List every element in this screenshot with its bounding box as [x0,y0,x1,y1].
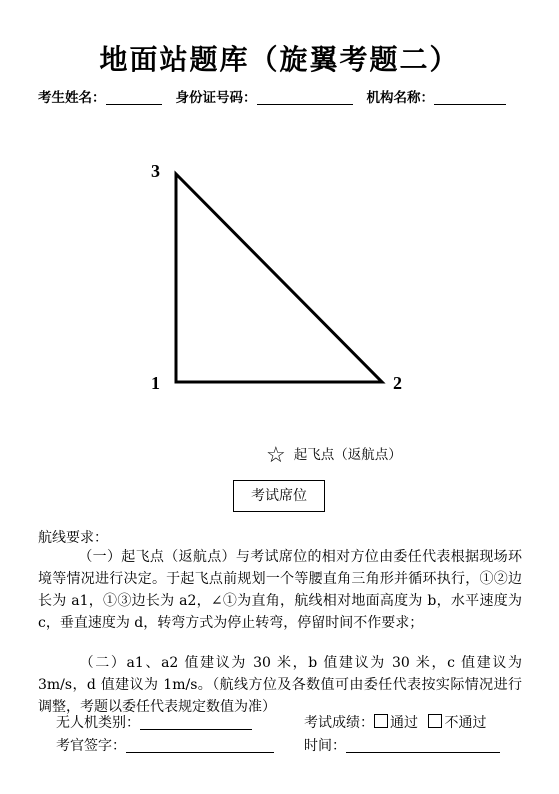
score-row [304,712,486,732]
id-label: 身份证号码： [175,90,257,106]
start-point-label: 起飞点（返航点） [293,447,402,463]
id-field[interactable] [257,90,353,105]
requirement-paragraph-1 [38,546,522,634]
fail-label: 不通过 [444,715,487,731]
time-label: 时间： [304,738,346,754]
name-label: 考生姓名： [38,90,106,106]
star-outline-icon: ☆ [266,443,286,468]
org-field[interactable] [434,90,506,105]
triangle-route [176,174,382,382]
page-title: 地面站题库（旋翼考题二） [99,43,460,76]
examiner-row [56,735,274,755]
candidate-info-row [38,86,528,106]
requirements-heading: 航线要求： [38,530,108,546]
start-point-legend [266,443,402,468]
org-label: 机构名称： [366,90,434,106]
pass-label: 通过 [390,715,418,731]
requirement-paragraph-2 [38,652,522,718]
vertex-3-label: 3 [151,161,160,181]
exam-seat-box: 考试席位 [233,480,325,512]
name-field[interactable] [106,90,162,105]
vertex-1-label: 1 [151,373,160,393]
time-field[interactable] [346,738,500,753]
examiner-label: 考官签字： [56,738,126,754]
uav-type-row [56,712,252,732]
pass-checkbox[interactable] [374,714,388,728]
requirement-1-text: （一）起飞点（返航点）与考试席位的相对方位由委任代表根据现场环境等情况进行决定。于起飞点前规划一个等腰直角三角形并循环执行，①②边长为 a1，①③边长为 a2，∠①为直角，航线相对地面高度为 b，水平速度为 c，垂直速度为 d，转弯方式为停止转弯，停留时间不作要求； [38,549,522,631]
uav-type-label: 无人机类别： [56,715,140,731]
requirement-2-text: （二）a1、a2 值建议为 30 米，b 值建议为 30 米，c 值建议为 3m/s，d 值建议为 1m/s。（航线方位及各数值可由委任代表按实际情况进行调整，考题以委任代表规定数值为准） [38,655,522,715]
fail-checkbox[interactable] [428,714,442,728]
uav-type-field[interactable] [140,715,252,730]
examiner-signature-field[interactable] [126,738,274,753]
vertex-2-label: 2 [393,373,402,393]
triangle-route-diagram [0,150,559,410]
time-row [304,735,500,755]
score-label: 考试成绩： [304,715,374,731]
